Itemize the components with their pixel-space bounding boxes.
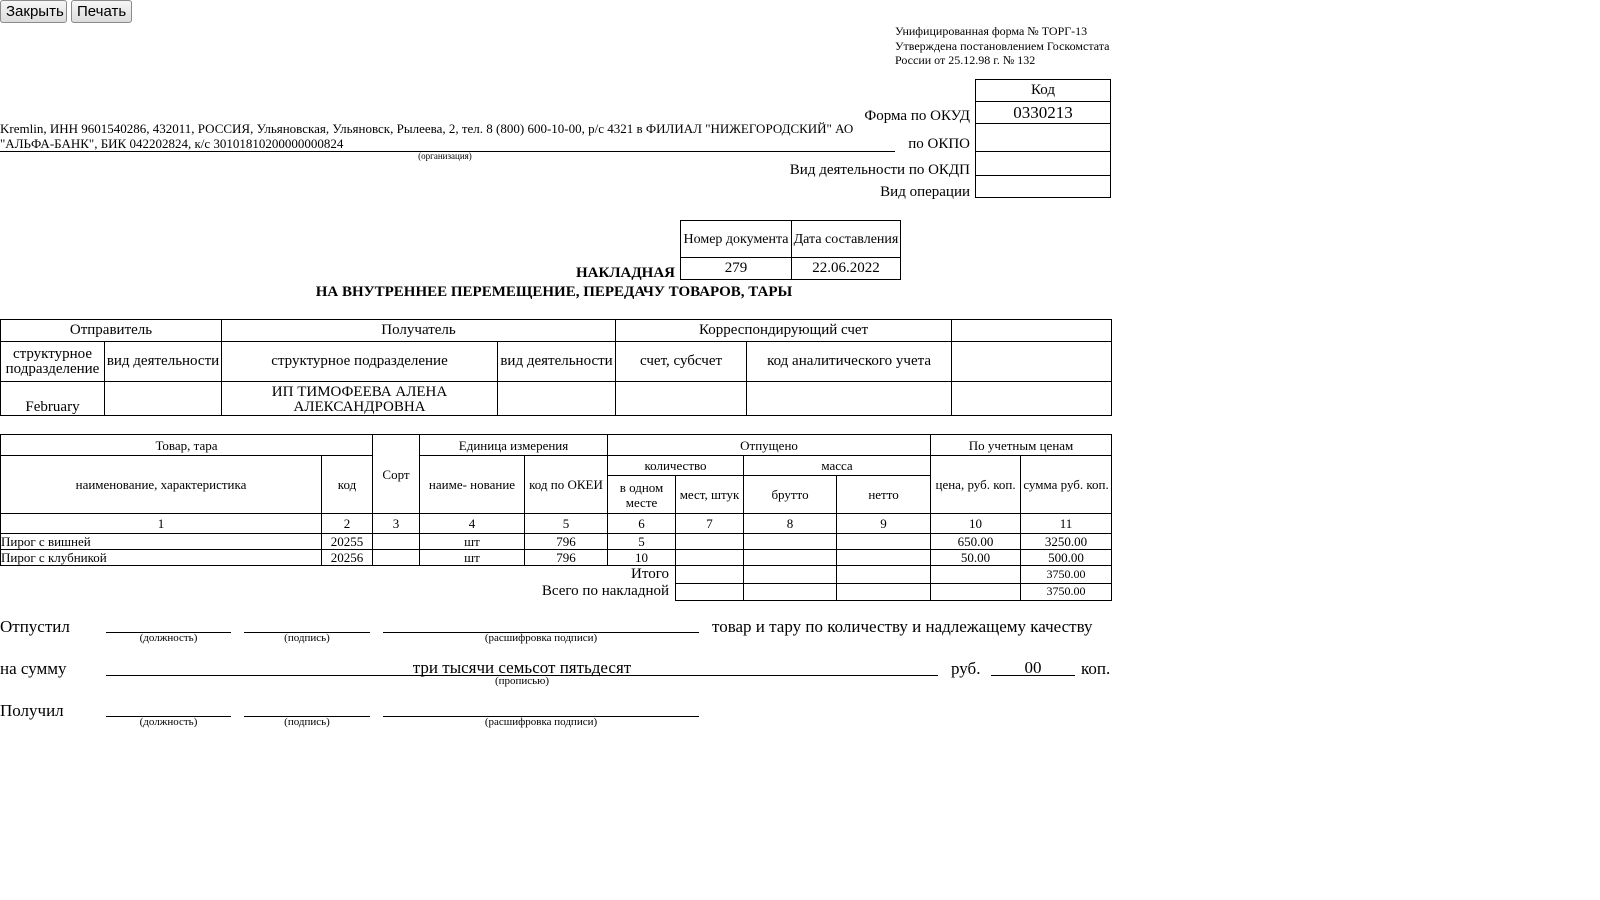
- account-header: счет, субсчет: [616, 342, 747, 382]
- price-header: цена, руб. коп.: [931, 456, 1021, 514]
- amount-words: три тысячи семьсот пятьдесят: [412, 658, 632, 677]
- operation-value: [976, 176, 1111, 198]
- item-sum: 500.00: [1021, 550, 1112, 566]
- doc-number-table: [680, 220, 901, 280]
- empty-cell: [952, 320, 1112, 342]
- item-gross: [744, 550, 837, 566]
- item-sum: 3250.00: [1021, 534, 1112, 550]
- receiver-struct-unit-header: структурное подразделение: [222, 342, 498, 382]
- okdp-label: Вид деятельности по ОКДП: [789, 162, 970, 178]
- empty-cell: [952, 342, 1112, 382]
- item-okei: 796: [525, 550, 608, 566]
- kop-value: 00: [1024, 658, 1042, 677]
- signature-caption: (подпись): [284, 716, 330, 728]
- col-number: 2: [322, 514, 373, 534]
- col-number: 4: [420, 514, 525, 534]
- col-number: 10: [931, 514, 1021, 534]
- form-header-line: России от 25.12.98 г. № 132: [895, 53, 1036, 67]
- empty-cell: [931, 566, 1021, 584]
- doc-title: НАКЛАДНАЯ: [575, 265, 675, 281]
- print-button[interactable]: Печать: [71, 0, 132, 23]
- col-number: 1: [1, 514, 322, 534]
- item-code: 20255: [322, 534, 373, 550]
- unit-header: Единица измерения: [420, 435, 608, 456]
- empty-cell: [744, 583, 837, 600]
- sender-header: Отправитель: [1, 320, 222, 342]
- item-okei: 796: [525, 534, 608, 550]
- doc-date: 22.06.2022: [792, 258, 901, 280]
- goods-header: Товар, тара: [1, 435, 373, 456]
- column-numbers-row: [1, 514, 1112, 534]
- item-sort: [373, 550, 420, 566]
- item-places: [676, 550, 744, 566]
- grand-total-label: Всего по накладной: [541, 583, 670, 599]
- decoding-caption: (расшифровка подписи): [484, 632, 598, 644]
- organization-line: Kremlin, ИНН 9601540286, 432011, РОССИЯ, Ульяновская, Ульяновск, Рылеева, 2, тел. 8 (800) 600-10-00, р/с 4321 в ФИЛИАЛ "НИЖЕГОРОДСКИЙ" АО: [0, 121, 854, 136]
- gross-header: брутто: [744, 476, 837, 514]
- kod-header: Код: [976, 80, 1111, 102]
- empty-cell: [616, 382, 747, 416]
- col-number: 3: [373, 514, 420, 534]
- receiver-unit: ИП ТИМОФЕЕВА АЛЕНА АЛЕКСАНДРОВНА: [222, 382, 498, 416]
- receiver-header: Получатель: [222, 320, 616, 342]
- okud-value: 0330213: [976, 102, 1111, 124]
- corr-account-header: Корреспондирующий счет: [616, 320, 952, 342]
- released-header: Отпущено: [608, 435, 931, 456]
- empty-cell: [744, 566, 837, 584]
- total-label: Итого: [1, 566, 676, 584]
- codes-table: [975, 79, 1111, 198]
- empty-cell: [747, 382, 952, 416]
- operation-label: Вид операции: [880, 184, 970, 200]
- item-name: Пирог с клубникой: [1, 550, 322, 566]
- item-unit: шт: [420, 534, 525, 550]
- item-code: 20256: [322, 550, 373, 566]
- item-net: [837, 550, 931, 566]
- col-number: 11: [1021, 514, 1112, 534]
- sort-header: Сорт: [373, 435, 420, 514]
- col-number: 7: [676, 514, 744, 534]
- account-prices-header: По учетным ценам: [931, 435, 1112, 456]
- doc-number-header: Номер документа: [681, 221, 792, 258]
- item-qty: 5: [608, 534, 676, 550]
- released-label: Отпустил: [0, 617, 70, 636]
- col-number: 6: [608, 514, 676, 534]
- organization-line: "АЛЬФА-БАНК", БИК 042202824, к/с 30101810200000000824: [0, 135, 344, 151]
- doc-subtitle: НА ВНУТРЕННЕЕ ПЕРЕМЕЩЕНИЕ, ПЕРЕДАЧУ ТОВАРОВ, ТАРЫ: [315, 284, 793, 300]
- table-row: [1, 534, 1112, 550]
- okei-header: код по ОКЕИ: [525, 456, 608, 514]
- empty-cell: [676, 583, 744, 600]
- empty-cell: [837, 583, 931, 600]
- sender-activity-header: вид деятельности: [105, 342, 222, 382]
- doc-number: 279: [681, 258, 792, 280]
- col-number: 9: [837, 514, 931, 534]
- total-sum: 3750.00: [1021, 566, 1112, 584]
- item-price: 650.00: [931, 534, 1021, 550]
- net-header: нетто: [837, 476, 931, 514]
- organization: [0, 122, 895, 151]
- decoding-caption: (расшифровка подписи): [484, 716, 598, 728]
- name-header: наименование, характеристика: [1, 456, 322, 514]
- empty-cell: [837, 566, 931, 584]
- parties-table: [0, 319, 1112, 416]
- organization-caption: (организация): [418, 151, 472, 161]
- position-caption: (должность): [139, 716, 198, 728]
- goods-table: [0, 434, 1112, 601]
- kop-label: коп.: [1081, 659, 1111, 678]
- col-number: 8: [744, 514, 837, 534]
- empty-cell: [498, 382, 616, 416]
- qty-header: количество: [608, 456, 744, 476]
- grand-total-sum: 3750.00: [1021, 583, 1112, 600]
- mass-header: масса: [744, 456, 931, 476]
- okdp-value: [976, 152, 1111, 176]
- close-button[interactable]: Закрыть: [0, 0, 67, 23]
- one-place-header: в одном месте: [608, 476, 676, 514]
- okpo-label: по ОКПО: [908, 136, 970, 152]
- rub-label: руб.: [951, 659, 981, 678]
- amount-label: на сумму: [0, 659, 67, 678]
- empty-cell: [105, 382, 222, 416]
- okud-label: Форма по ОКУД: [864, 108, 970, 124]
- item-price: 50.00: [931, 550, 1021, 566]
- empty-cell: [952, 382, 1112, 416]
- item-name: Пирог с вишней: [1, 534, 322, 550]
- sum-header: сумма руб. коп.: [1021, 456, 1112, 514]
- places-header: мест, штук: [676, 476, 744, 514]
- sender-struct-unit-header: структурное подразделение: [1, 342, 105, 382]
- sender-unit: February: [1, 382, 105, 416]
- item-gross: [744, 534, 837, 550]
- empty-cell: [676, 566, 744, 584]
- unit-name-header: наиме- нование: [420, 456, 525, 514]
- receiver-activity-header: вид деятельности: [498, 342, 616, 382]
- col-number: 5: [525, 514, 608, 534]
- item-net: [837, 534, 931, 550]
- analytic-code-header: код аналитического учета: [747, 342, 952, 382]
- item-qty: 10: [608, 550, 676, 566]
- item-places: [676, 534, 744, 550]
- received-label: Получил: [0, 701, 64, 720]
- item-unit: шт: [420, 550, 525, 566]
- signature-caption: (подпись): [284, 632, 330, 644]
- empty-cell: [931, 583, 1021, 600]
- code-header: код: [322, 456, 373, 514]
- form-header: [895, 24, 1109, 68]
- form-header-line: Утверждена постановлением Госкомстата: [895, 38, 1110, 53]
- okpo-value: [976, 124, 1111, 152]
- table-row: [1, 550, 1112, 566]
- item-sort: [373, 534, 420, 550]
- doc-date-header: Дата составления: [792, 221, 901, 258]
- quality-text: товар и тару по количеству и надлежащему качеству: [712, 617, 1093, 636]
- form-header-line: Унифицированная форма № ТОРГ-13: [895, 24, 1088, 38]
- amount-caption: (прописью): [494, 675, 550, 687]
- position-caption: (должность): [139, 632, 198, 644]
